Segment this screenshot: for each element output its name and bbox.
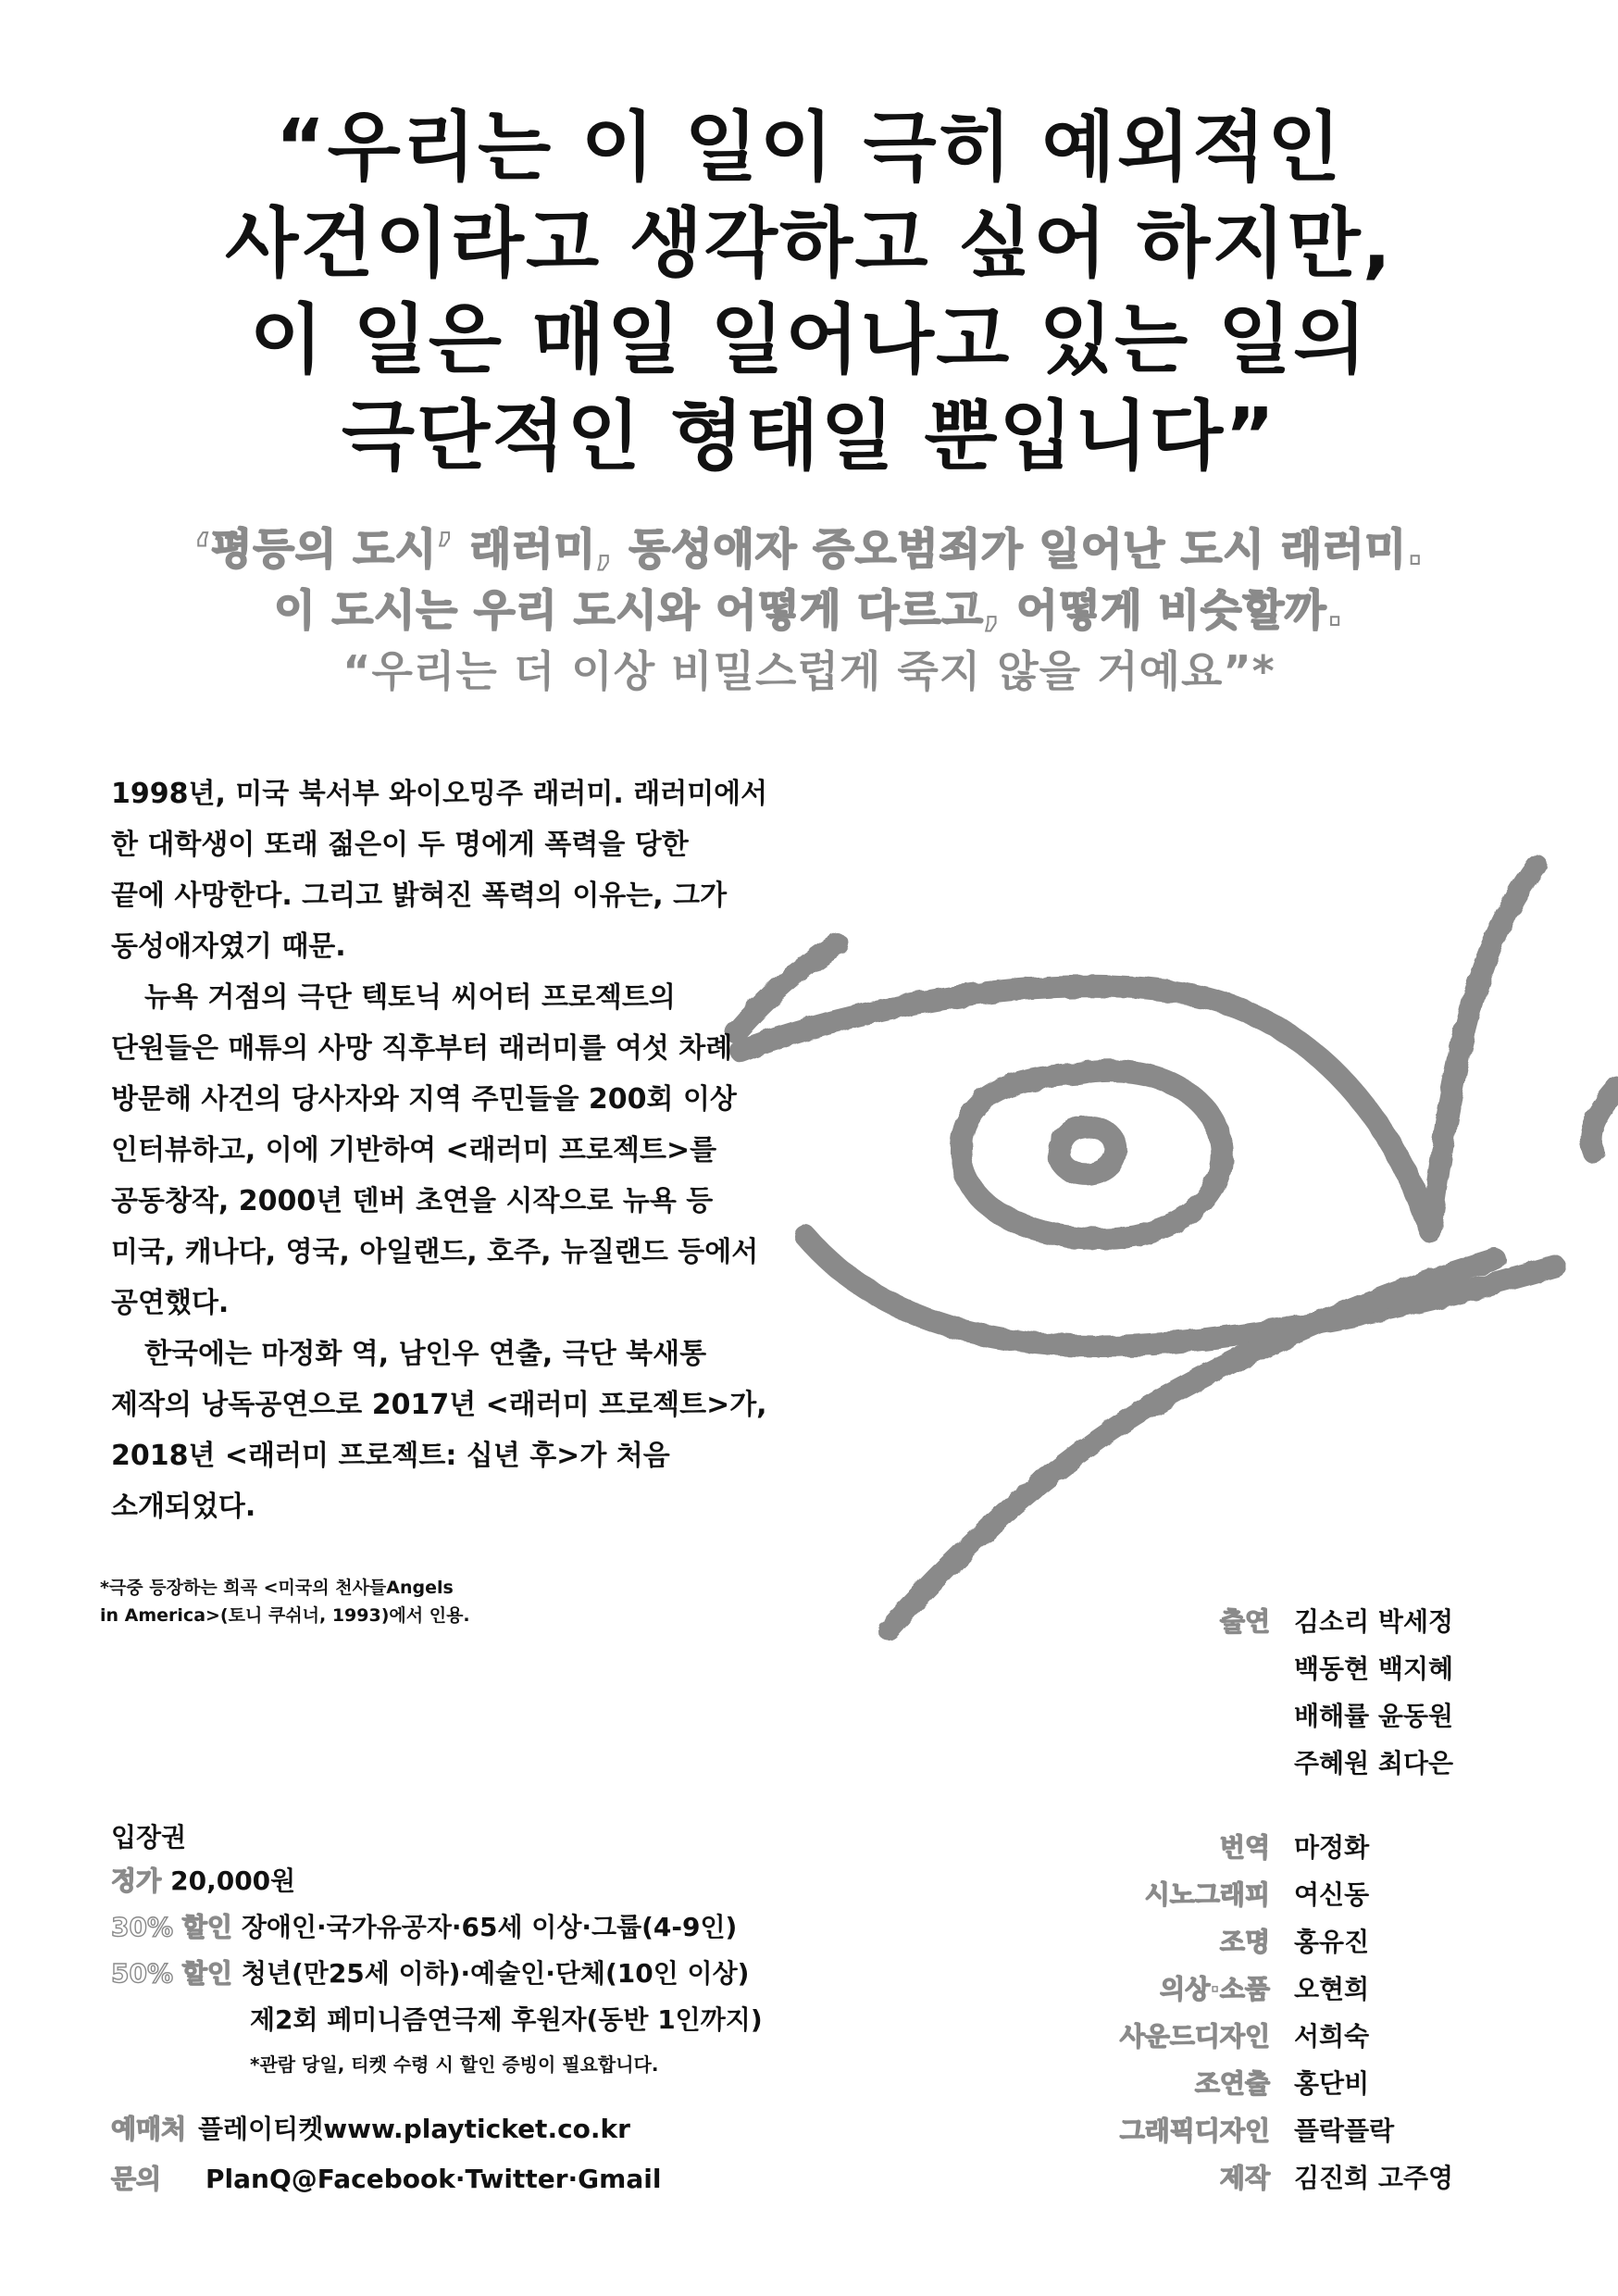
staff-role: 시노그래피 xyxy=(1144,1879,1270,1910)
staff-role: 사운드디자인 xyxy=(1119,2021,1270,2052)
ticket-note: *관람 당일, 티켓 수령 시 할인 증빙이 필요합니다. xyxy=(250,2053,659,2076)
staff-role: 의상·소품 xyxy=(1160,1974,1270,2004)
staff-role: 조연출 xyxy=(1194,2068,1270,2099)
cast-names: 백동현 백지혜 xyxy=(1294,1653,1454,1684)
footnote-line-1: *극중 등장하는 희곡 <미국의 천사들Angels xyxy=(100,1578,454,1598)
cast-names: 김소리 박세정 xyxy=(1294,1606,1454,1637)
credits xyxy=(1026,1602,1507,2205)
discount-30-conditions: 장애인·국가유공자·65세 이상·그룹(4-9인) xyxy=(241,1912,738,1942)
synopsis-line: 제작의 낭독공연으로 2017년 <래러미 프로젝트>가, xyxy=(111,1389,767,1421)
synopsis xyxy=(111,768,852,1532)
staff-name: 플락플락 xyxy=(1294,2115,1395,2146)
eye-iris xyxy=(961,1071,1222,1239)
staff-role: 번역 xyxy=(1219,1832,1270,1863)
cast-row xyxy=(1026,1649,1507,1696)
subheadline-line-2: 이 도시는 우리 도시와 어떻게 다르고, 어떻게 비슷할까. xyxy=(274,585,1344,635)
headline-line-1: “우리는 이 일이 극히 예외적인 xyxy=(275,104,1343,192)
synopsis-line: 2018년 <래러미 프로젝트: 십년 후>가 처음 xyxy=(111,1440,670,1472)
synopsis-line: 한 대학생이 또래 젊은이 두 명에게 폭력을 당한 xyxy=(111,829,689,861)
eye-right-squiggle xyxy=(1591,1088,1618,1153)
headline-line-3: 이 일은 매일 일어나고 있는 일의 xyxy=(249,296,1369,384)
ticket-regular-label: 정가 xyxy=(111,1866,162,1896)
staff-role: 그래픽디자인 xyxy=(1119,2115,1270,2146)
ticket-discount-50-cont xyxy=(111,2000,763,2046)
discount-30-label: 30% 할인 xyxy=(111,1912,232,1942)
staff-name: 김진희 고주영 xyxy=(1294,2163,1454,2193)
cast-row xyxy=(1026,1696,1507,1743)
synopsis-line: 인터뷰하고, 이에 기반하여 <래러미 프로젝트>를 xyxy=(111,1134,717,1167)
ticket-discount-30 xyxy=(111,1907,763,1953)
staff-row-assistant-director xyxy=(1026,2064,1507,2111)
headline-line-2: 사건이라고 생각하고 싶어 하지만, xyxy=(225,200,1393,288)
discount-50-conditions: 청년(만25세 이하)·예술인·단체(10인 이상) xyxy=(241,1958,750,1989)
staff-row-graphic-design xyxy=(1026,2111,1507,2158)
booking-label: 예매처 xyxy=(111,2114,187,2144)
synopsis-line: 공연했다. xyxy=(111,1287,230,1319)
staff-name: 홍단비 xyxy=(1294,2068,1370,2099)
inquiry-row xyxy=(111,2159,661,2209)
discount-50-label: 50% 할인 xyxy=(111,1958,232,1989)
footnote xyxy=(100,1574,470,1629)
synopsis-line: 단원들은 매튜의 사망 직후부터 래러미를 여섯 차례 xyxy=(111,1032,733,1065)
staff-row-translation xyxy=(1026,1828,1507,1875)
synopsis-line: 한국에는 마정화 역, 남인우 연출, 극단 북새통 xyxy=(144,1338,707,1370)
staff-row-sound xyxy=(1026,2016,1507,2064)
subheadline-line-1: ‘평등의 도시’ 래러미, 동성애자 증오범죄가 일어난 도시 래러미. xyxy=(193,524,1425,574)
eye-pupil xyxy=(1059,1127,1116,1175)
ticket-info xyxy=(111,1815,763,2083)
headline-line-4: 극단적인 형태일 뿐입니다” xyxy=(341,393,1277,480)
staff-role: 조명 xyxy=(1219,1927,1270,1957)
cast-names: 주혜원 최다은 xyxy=(1294,1748,1454,1778)
staff-row-scenography xyxy=(1026,1875,1507,1922)
synopsis-line: 뉴욕 거점의 극단 텍토닉 씨어터 프로젝트의 xyxy=(144,981,676,1014)
discount-50-conditions-2: 제2회 페미니즘연극제 후원자(동반 1인까지) xyxy=(250,2004,763,2035)
booking-link[interactable]: 플레이티켓www.playticket.co.kr xyxy=(198,2114,630,2144)
inquiry-label: 문의 xyxy=(111,2164,162,2194)
ticket-title: 입장권 xyxy=(111,1822,187,1853)
cast-row xyxy=(1026,1743,1507,1791)
synopsis-line: 방문해 사건의 당사자와 지역 주민들을 200회 이상 xyxy=(111,1083,737,1116)
ticket-discount-50 xyxy=(111,1953,763,2000)
ticket-regular xyxy=(111,1861,763,1907)
staff-name: 마정화 xyxy=(1294,1832,1370,1863)
footnote-line-2: in America>(토니 쿠쉬너, 1993)에서 인용. xyxy=(100,1605,470,1626)
booking-row xyxy=(111,2109,661,2159)
staff-name: 서희숙 xyxy=(1294,2021,1370,2052)
staff-name: 홍유진 xyxy=(1294,1927,1370,1957)
subheadline xyxy=(0,518,1618,702)
eye-brow-arc xyxy=(1430,866,1537,1231)
eye-lower-lid xyxy=(805,1236,1555,1346)
staff-row-lighting xyxy=(1026,1922,1507,1969)
synopsis-line: 끝에 사망한다. 그리고 밝혀진 폭력의 이유는, 그가 xyxy=(111,880,728,912)
synopsis-line: 1998년, 미국 북서부 와이오밍주 래러미. 래러미에서 xyxy=(111,778,768,810)
staff-role: 제작 xyxy=(1219,2163,1270,2193)
synopsis-line: 미국, 캐나다, 영국, 아일랜드, 호주, 뉴질랜드 등에서 xyxy=(111,1236,759,1268)
synopsis-line: 동성애자였기 때문. xyxy=(111,930,346,963)
inquiry-channels: PlanQ@Facebook·Twitter·Gmail xyxy=(205,2164,662,2194)
staff-name: 여신동 xyxy=(1294,1879,1370,1910)
synopsis-line: 공동창작, 2000년 덴버 초연을 시작으로 뉴욕 등 xyxy=(111,1185,714,1217)
cast-row xyxy=(1026,1602,1507,1649)
cast-names: 배해률 윤동원 xyxy=(1294,1701,1454,1731)
staff-row-production xyxy=(1026,2158,1507,2205)
cast-role: 출연 xyxy=(1219,1606,1270,1637)
subheadline-quote: “우리는 더 이상 비밀스럽게 죽지 않을 거예요”* xyxy=(342,646,1276,696)
ticket-regular-price: 20,000원 xyxy=(170,1866,296,1896)
headline xyxy=(0,100,1618,485)
contact-info xyxy=(111,2109,661,2209)
staff-name: 오현희 xyxy=(1294,1974,1370,2004)
synopsis-line: 소개되었다. xyxy=(111,1491,256,1523)
staff-row-costume xyxy=(1026,1969,1507,2016)
